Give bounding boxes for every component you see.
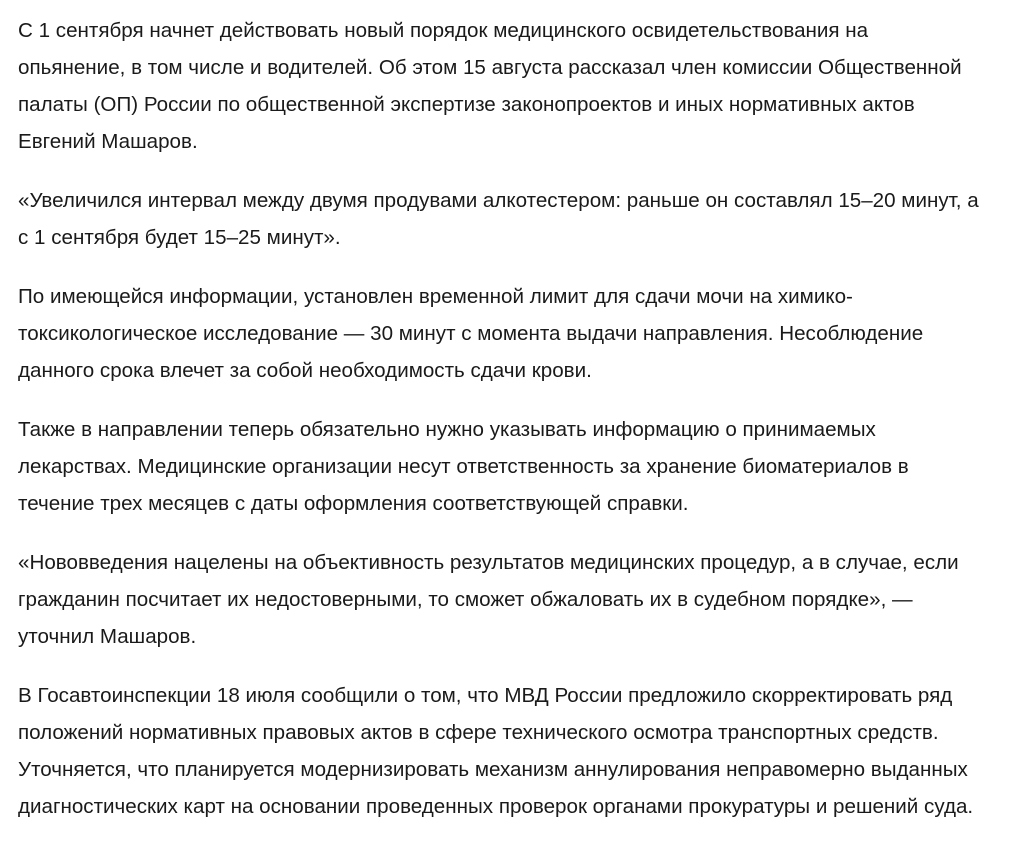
paragraph-line: гражданин посчитает их недостоверными, то сможет обжаловать их в судебном порядке», — [18, 588, 913, 611]
paragraph-line: Уточняется, что планируется модернизировать механизм аннулирования неправомерно выданных [18, 758, 968, 781]
paragraph-line: Также в направлении теперь обязательно нужно указывать информацию о принимаемых [18, 418, 876, 441]
paragraph-line: течение трех месяцев с даты оформления соответствующей справки. [18, 492, 689, 515]
paragraph-line: С 1 сентября начнет действовать новый порядок медицинского освидетельствования на [18, 19, 869, 42]
paragraph-line: положений нормативных правовых актов в сфере технического осмотра транспортных средств. [18, 721, 939, 744]
paragraph-line: диагностических карт на основании проведенных проверок органами прокуратуры и решений суда. [18, 795, 974, 818]
paragraph-line: данного срока влечет за собой необходимость сдачи крови. [18, 359, 592, 382]
paragraph-line: с 1 сентября будет 15–25 минут». [18, 226, 341, 249]
paragraph-3 [18, 278, 1010, 389]
paragraph-6 [18, 677, 1010, 825]
paragraph-line: В Госавтоинспекции 18 июля сообщили о том, что МВД России предложило скорректировать ряд [18, 684, 953, 707]
paragraph-4 [18, 411, 1010, 522]
paragraph-line: опьянение, в том числе и водителей. Об этом 15 августа рассказал член комиссии Общественной [18, 56, 962, 79]
paragraph-line: «Увеличился интервал между двумя продувами алкотестером: раньше он составлял 15–20 минут, а [18, 189, 979, 212]
paragraph-1 [18, 12, 1010, 160]
paragraph-line: уточнил Машаров. [18, 625, 197, 648]
paragraph-line: «Нововведения нацелены на объективность результатов медицинских процедур, а в случае, если [18, 551, 959, 574]
paragraph-5 [18, 544, 1010, 655]
paragraph-line: палаты (ОП) России по общественной экспертизе законопроектов и иных нормативных актов [18, 93, 915, 116]
paragraph-line: токсикологическое исследование — 30 минут с момента выдачи направления. Несоблюдение [18, 322, 924, 345]
paragraph-line: Евгений Машаров. [18, 130, 198, 153]
paragraph-line: По имеющейся информации, установлен временной лимит для сдачи мочи на химико- [18, 285, 853, 308]
paragraph-2 [18, 182, 1010, 256]
paragraph-line: лекарствах. Медицинские организации несут ответственность за хранение биоматериалов в [18, 455, 909, 478]
